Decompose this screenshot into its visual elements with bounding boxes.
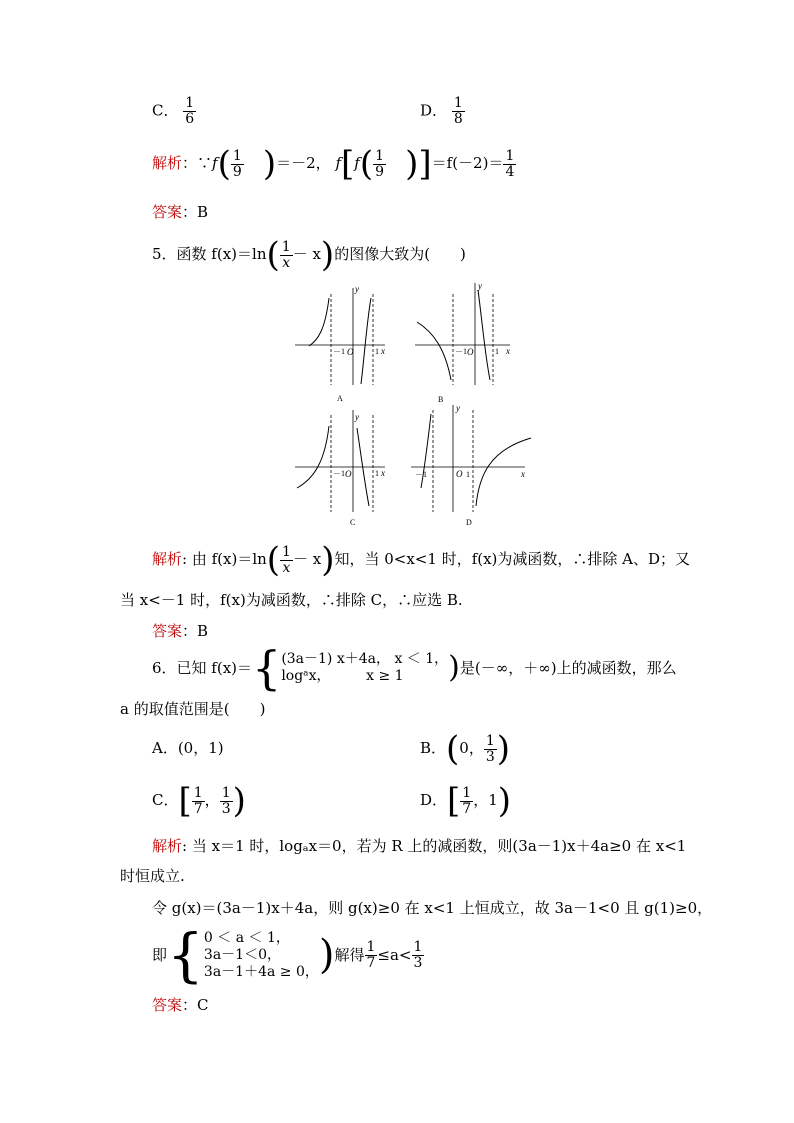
q6-solution-line2: 时恒成立. bbox=[120, 867, 185, 885]
fraction: $\frac{1}{4}$ bbox=[505, 147, 515, 180]
curve bbox=[297, 426, 329, 488]
tick-label: －1 bbox=[415, 470, 427, 479]
answer-label: 答案 bbox=[152, 622, 183, 640]
tick-label: 1 bbox=[495, 347, 499, 356]
q6-answer bbox=[152, 995, 209, 1015]
tick-label: 1 bbox=[375, 469, 379, 478]
fraction: $\frac{1}{8}$ bbox=[453, 95, 463, 127]
q6-option-c: C．[ $\frac{1}{7}$ ， $\frac{1}{3}$ ) bbox=[152, 781, 246, 821]
inequality-system: 0 ＜ a ＜ 1， 3a－1＜0， 3a－1＋4a ≥ 0， bbox=[203, 929, 319, 980]
q6-stem-line2: a 的取值范围是( ) bbox=[120, 700, 266, 718]
origin-label: O bbox=[456, 469, 463, 479]
axis-label: x bbox=[381, 468, 385, 478]
fraction: $\frac{1}{3}$ bbox=[485, 732, 495, 765]
answer-value: ：B bbox=[182, 622, 209, 640]
axis-label: y bbox=[355, 284, 359, 294]
graph-d bbox=[411, 405, 531, 512]
tick-label: －1 bbox=[455, 347, 467, 356]
tick-label: 1 bbox=[375, 347, 379, 356]
fraction: $\frac{1}{9}$ bbox=[232, 147, 242, 180]
q6-solution-line4: 即 { 0 ＜ a ＜ 1， 3a－1＜0， 3a－1＋4a ≥ 0， ) 解得 $\frac{1}{7}$ ≤a< $\frac{1}{3}$ bbox=[152, 921, 423, 989]
curve bbox=[309, 298, 329, 346]
q6-solution-line3: 令 g(x)＝(3a－1)x＋4a，则 g(x)≥0 在 x<1 上恒成立，故 3a－1<0 且 g(1)≥0， bbox=[152, 899, 713, 917]
answer-value: ：C bbox=[182, 996, 209, 1014]
solution-label: 解析 bbox=[152, 837, 183, 855]
q5-solution-line1: 解析: 由 f(x)＝ln( $\frac{1}{x}$ － x)知，当 0<x<1 时，f(x)为减函数，∴排除 A、D；又 bbox=[152, 540, 691, 580]
fraction: $\frac{1}{3}$ bbox=[413, 938, 423, 971]
q5-stem: 5．函数 f(x)＝ln( $\frac{1}{x}$ － x)的图像大致为( ) bbox=[152, 235, 466, 275]
q6-option-b: B．(0， $\frac{1}{3}$ ) bbox=[420, 729, 511, 769]
fraction: $\frac{1}{7}$ bbox=[366, 938, 376, 971]
origin-label: O bbox=[347, 347, 354, 357]
axis-label: x bbox=[521, 469, 525, 479]
q6-option-a: A．(0，1) bbox=[152, 739, 224, 757]
q4-answer bbox=[152, 202, 208, 222]
q4-option-d bbox=[420, 96, 465, 127]
graph-caption: C bbox=[350, 518, 356, 527]
axis-label: y bbox=[478, 281, 482, 291]
graph-c bbox=[295, 410, 385, 512]
fraction: $\frac{1}{3}$ bbox=[221, 784, 231, 817]
solution-label: 解析 bbox=[152, 154, 183, 172]
axis-label: x bbox=[506, 346, 510, 356]
solution-label: 解析 bbox=[152, 550, 183, 568]
origin-label: O bbox=[467, 347, 474, 357]
q4-option-c bbox=[152, 96, 196, 127]
graph-a bbox=[295, 288, 385, 385]
curve bbox=[361, 298, 371, 384]
fraction: $\frac{1}{x}$ bbox=[281, 238, 291, 271]
answer-value: ：B bbox=[182, 203, 209, 221]
fraction: $\frac{1}{9}$ bbox=[375, 147, 385, 180]
axis-label: x bbox=[381, 346, 385, 356]
fraction: $\frac{1}{6}$ bbox=[185, 95, 195, 127]
fraction: $\frac{1}{7}$ bbox=[462, 784, 472, 817]
tick-label: －1 bbox=[333, 347, 345, 356]
q6-solution-line1: 解析: 当 x＝1 时，logₐx＝0，若为 R 上的减函数，则(3a－1)x＋4a≥0 在 x<1 bbox=[152, 837, 687, 855]
graph-b bbox=[415, 283, 510, 385]
q5-graphs bbox=[285, 280, 535, 530]
graph-caption: D bbox=[466, 518, 472, 527]
curve bbox=[478, 290, 490, 380]
option-label: C． bbox=[152, 101, 179, 120]
graph-caption: B bbox=[438, 395, 444, 404]
fraction: $\frac{1}{x}$ bbox=[282, 543, 291, 576]
piecewise-definition: (3a－1) x＋4a， x ＜ 1， logᵃx， x ≥ 1 bbox=[281, 651, 449, 684]
option-label: D． bbox=[420, 101, 448, 120]
tick-label: 1 bbox=[466, 470, 470, 479]
tick-label: －1 bbox=[333, 469, 345, 478]
answer-label: 答案 bbox=[152, 996, 183, 1014]
q6-option-d: D．[ $\frac{1}{7}$ ，1) bbox=[420, 781, 512, 821]
graph-caption: A bbox=[337, 394, 343, 403]
curve bbox=[417, 322, 451, 380]
axis-label: y bbox=[355, 412, 359, 422]
q5-answer bbox=[152, 621, 208, 641]
q5-solution-line2: 当 x<－1 时，f(x)为减函数，∴排除 C，∴应选 B. bbox=[120, 591, 463, 609]
fraction: $\frac{1}{7}$ bbox=[193, 784, 203, 817]
q4-solution: 解析：∵f( $\frac{1}{9}$ )＝－2， f[f( $\frac{1}{9}$ )]＝f(－2)＝ $\frac{1}{4}$ bbox=[152, 144, 515, 184]
answer-label: 答案 bbox=[152, 203, 183, 221]
q6-stem-line1: 6．已知 f(x)＝ { (3a－1) x＋4a， x ＜ 1， logᵃx， x ≥ 1 ) 是(－∞，＋∞)上的减函数，那么 bbox=[152, 641, 677, 695]
axis-label: y bbox=[456, 403, 460, 413]
origin-label: O bbox=[345, 469, 352, 479]
